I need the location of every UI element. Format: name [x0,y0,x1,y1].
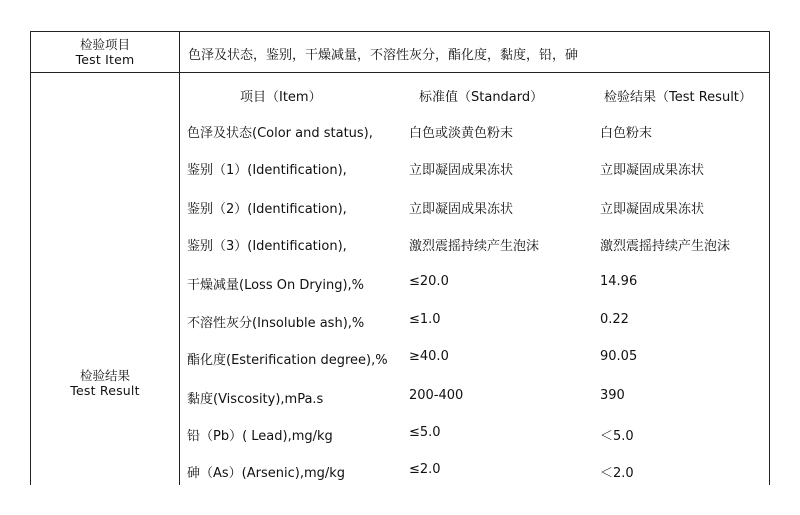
header-item: 项目（Item） [240,90,322,105]
table-row [31,235,771,257]
row-divider [31,72,769,73]
cell-result: 立即凝固成果冻状 [600,163,705,178]
test-item-label-en: Test Item [75,52,135,67]
cell-standard: ≥40.0 [409,349,449,364]
cell-result: 白色粉末 [600,126,653,141]
cell-standard: 立即凝固成果冻状 [409,202,514,217]
cell-result: 激烈震摇持续产生泡沫 [600,239,731,254]
cell-standard: 白色或淡黄色粉末 [409,126,514,141]
test-item-label-cn: 检验项目 [79,37,130,52]
table-row [31,198,771,220]
cell-item: 黏度(Viscosity),mPa.s [187,392,324,407]
cell-result: 立即凝固成果冻状 [600,202,705,217]
header-standard: 标准值（Standard） [419,90,544,105]
cell-standard: 200-400 [409,388,464,403]
test-item-value: 色泽及状态，鉴别，干燥减量，不溶性灰分，酯化度，黏度，铅，砷 [188,48,579,63]
test-report-table [30,31,770,485]
cell-result: ＜2.0 [600,466,634,481]
cell-item: 干燥减量(Loss On Drying),% [187,278,365,293]
cell-item: 鉴别（3）(Identification), [187,239,347,254]
cell-item: 铅（Pb）( Lead),mg/kg [187,429,333,444]
table-row [31,425,771,447]
cell-result: 14.96 [600,274,638,289]
cell-item: 鉴别（1）(Identification), [187,163,347,178]
test-result-label-cn: 检验结果 [79,368,130,383]
column-divider [179,32,180,485]
cell-result: 90.05 [600,349,638,364]
cell-standard: 激烈震摇持续产生泡沫 [409,239,540,254]
table-row [31,312,771,334]
table-row [31,159,771,181]
test-item-label [31,37,179,67]
cell-standard: ≤2.0 [409,462,441,477]
cell-standard: ≤1.0 [409,312,441,327]
cell-item: 鉴别（2）(Identification), [187,202,347,217]
cell-standard: ≤20.0 [409,274,449,289]
cell-result: 390 [600,388,625,403]
cell-result: 0.22 [600,312,629,327]
table-row [31,462,771,484]
table-row [31,388,771,410]
table-row [31,274,771,296]
cell-item: 色泽及状态(Color and status), [187,126,373,141]
cell-standard: ≤5.0 [409,425,441,440]
cell-item: 不溶性灰分(Insoluble ash),% [187,316,365,331]
table-row [31,349,771,371]
table-row [31,122,771,144]
cell-standard: 立即凝固成果冻状 [409,163,514,178]
header-result: 检验结果（Test Result） [604,90,752,105]
test-result-label-en: Test Result [70,383,140,398]
cell-item: 酯化度(Esterification degree),% [187,353,388,368]
cell-result: ＜5.0 [600,429,634,444]
cell-item: 砷（As）(Arsenic),mg/kg [187,466,346,481]
